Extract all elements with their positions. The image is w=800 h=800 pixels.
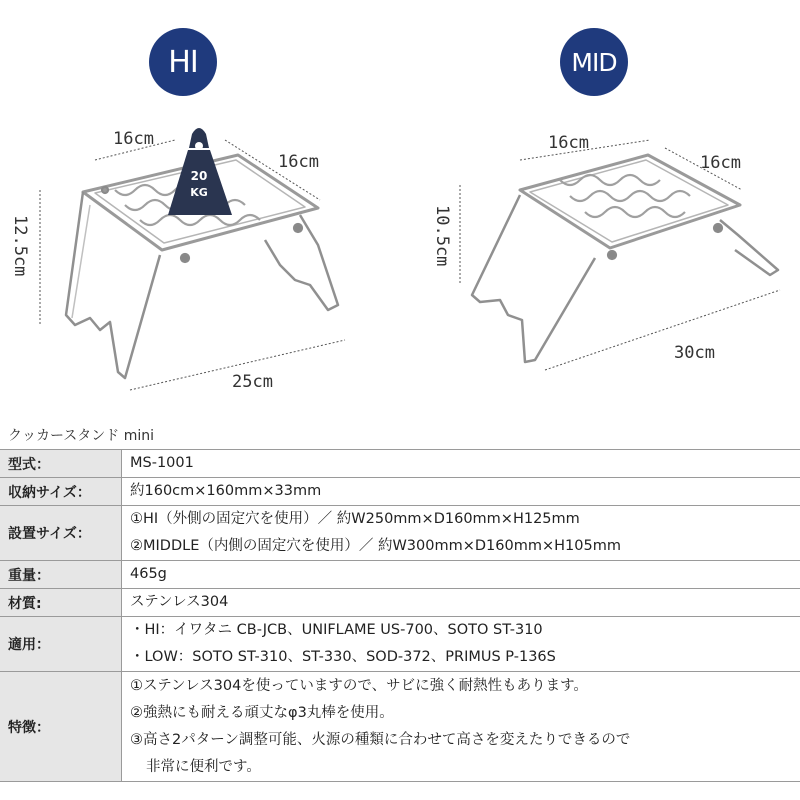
weight-tag-number: 20 — [190, 169, 208, 183]
spec-value — [122, 506, 800, 561]
hi-dim-bottom: 25cm — [232, 372, 273, 392]
spec-line: 約160cm×160mm×33mm — [130, 483, 322, 499]
spec-value — [122, 617, 800, 672]
hi-badge: HI — [149, 28, 217, 96]
spec-row-material — [0, 589, 800, 617]
product-title: クッカースタンド mini — [8, 428, 155, 444]
spec-line: MS-1001 — [130, 455, 194, 471]
spec-value — [122, 478, 800, 506]
mid-dim-bottom: 30cm — [674, 343, 715, 363]
mid-dim-top-right: 16cm — [700, 153, 741, 173]
spec-line: ステンレス304 — [130, 594, 229, 610]
spec-line: ③高さ2パターン調整可能、火源の種類に合わせて高さを変えたりできるので — [130, 731, 631, 748]
hi-dim-top-right: 16cm — [278, 152, 319, 172]
spec-line: ②強熱にも耐える頑丈なφ3丸棒を使用。 — [130, 704, 394, 721]
spec-label: 特徴： — [0, 672, 122, 782]
spec-row-features — [0, 672, 800, 782]
hi-dim-top-left: 16cm — [113, 129, 154, 149]
spec-value — [122, 561, 800, 589]
spec-label: 重量： — [0, 561, 122, 589]
spec-line: ・LOW：SOTO ST-310、ST-330、SOD-372、PRIMUS P-136S — [130, 649, 556, 665]
mid-dim-height: 10.5cm — [432, 205, 452, 267]
spec-table — [0, 449, 800, 782]
spec-row-storage-size — [0, 478, 800, 506]
spec-label: 収納サイズ： — [0, 478, 122, 506]
spec-row-model — [0, 450, 800, 478]
weight-tag-unit: KG — [190, 186, 208, 199]
mid-stand-drawing — [472, 155, 778, 362]
dimension-lines — [40, 140, 780, 390]
spec-line: 非常に便利です。 — [146, 758, 261, 775]
spec-row-weight — [0, 561, 800, 589]
spec-line: ②MIDDLE（内側の固定穴を使用）／ 約W300mm×D160mm×H105mm — [130, 538, 621, 554]
mid-badge: MID — [560, 28, 628, 96]
spec-line: ①HI（外側の固定穴を使用）／ 約W250mm×D160mm×H125mm — [130, 511, 580, 527]
spec-line: ・HI：イワタニ CB-JCB、UNIFLAME US-700、SOTO ST-310 — [130, 622, 543, 638]
spec-label: 材質: — [0, 589, 122, 617]
spec-label: 設置サイズ： — [0, 506, 122, 561]
spec-row-compatible — [0, 617, 800, 672]
mid-dim-top-left: 16cm — [548, 133, 589, 153]
spec-label: 型式： — [0, 450, 122, 478]
spec-value — [122, 672, 800, 782]
spec-line: 465g — [130, 566, 167, 582]
spec-value — [122, 450, 800, 478]
hi-dim-height: 12.5cm — [10, 215, 30, 277]
spec-row-setup-size — [0, 506, 800, 561]
spec-line: ①ステンレス304を使っていますので、サビに強く耐熱性もあります。 — [130, 677, 588, 694]
spec-label: 適用： — [0, 617, 122, 672]
spec-value — [122, 589, 800, 617]
